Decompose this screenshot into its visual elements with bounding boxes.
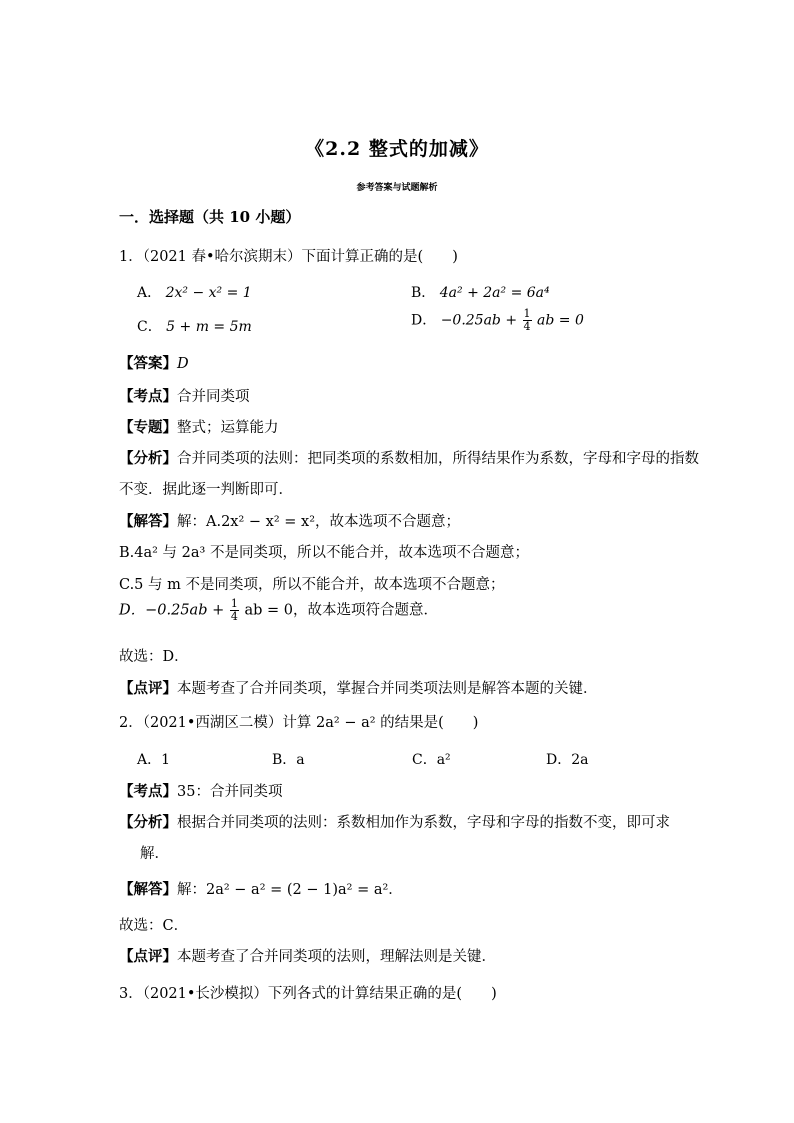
jieda-4-post: ab = 0，故本选项符合题意． xyxy=(244,602,438,619)
zhuanti-tag: 【专题】 xyxy=(119,419,177,436)
jieda-tag: 【解答】 xyxy=(119,513,177,530)
q2-option-d: D．2a xyxy=(546,752,589,768)
q1-fenxi xyxy=(119,447,699,468)
fraction-denominator: 4 xyxy=(523,320,531,333)
q2-option-c: C．a² xyxy=(412,752,451,768)
q1-option-b-expr: 4a² + 2a² = 6a⁴ xyxy=(439,285,550,301)
answer-tag: 【答案】 xyxy=(119,355,177,372)
fraction-denominator: 4 xyxy=(230,610,238,623)
dianping-text: 本题考查了合并同类项，掌握合并同类项法则是解答本题的关键． xyxy=(177,681,598,697)
q1-option-c xyxy=(137,316,252,336)
kaodian-tag: 【考点】 xyxy=(119,783,177,800)
jieda-text: 解：2a² − a² = (2 − 1)a² = a²． xyxy=(177,882,403,898)
q1-fenxi-cont: 不变．据此逐一判断即可． xyxy=(119,482,293,498)
q1-option-a-expr: 2x² − x² = 1 xyxy=(165,285,252,301)
q1-jieda-fraction xyxy=(230,598,239,623)
q1-option-b-label: B． xyxy=(411,285,436,301)
q1-option-d xyxy=(411,308,584,333)
q1-option-c-label: C． xyxy=(137,319,162,335)
q1-guxuan: 故选：D． xyxy=(119,649,189,665)
page-title: 《2.2 整式的加减》 xyxy=(305,138,489,160)
q1-kaodian xyxy=(119,385,250,406)
fenxi-tag: 【分析】 xyxy=(119,814,177,831)
fenxi-text-1: 根据合并同类项的法则：系数相加作为系数，字母和字母的指数不变，即可求 xyxy=(177,815,670,831)
section-heading: 一．选择题（共 10 小题） xyxy=(119,208,301,226)
dianping-tag: 【点评】 xyxy=(119,680,177,697)
q1-option-d-expr-pre: −0.25ab + xyxy=(440,312,518,329)
q2-guxuan: 故选：C． xyxy=(119,918,189,934)
q1-jieda xyxy=(119,510,460,531)
kaodian-text: 合并同类项 xyxy=(177,389,250,405)
q1-jieda-line-4 xyxy=(119,598,438,623)
page-subtitle: 参考答案与试题解析 xyxy=(356,183,438,193)
q1-option-d-label: D． xyxy=(411,312,437,329)
q1-jieda-line-3: C.5 与 m 不是同类项，所以不能合并，故本选项不合题意； xyxy=(119,577,505,593)
q1-stem: 1．（2021 春•哈尔滨期末）下面计算正确的是( ) xyxy=(119,249,458,265)
q2-fenxi-cont: 解． xyxy=(140,846,169,862)
zhuanti-text: 整式；运算能力 xyxy=(177,420,279,436)
fenxi-text-1: 合并同类项的法则：把同类项的系数相加，所得结果作为系数，字母和字母的指数 xyxy=(177,451,699,467)
jieda-4-pre: D．−0.25ab + xyxy=(119,602,225,619)
kaodian-text: 35：合并同类项 xyxy=(177,784,283,800)
fraction-numerator: 1 xyxy=(230,597,238,610)
jieda-text-1: 解：A.2x² − x² = x²，故本选项不合题意； xyxy=(177,514,461,530)
q2-fenxi xyxy=(119,811,670,832)
q1-answer xyxy=(119,352,189,373)
q3-stem: 3．（2021•长沙模拟）下列各式的计算结果正确的是( ) xyxy=(119,986,497,1002)
kaodian-tag: 【考点】 xyxy=(119,388,177,405)
q1-option-a-label: A． xyxy=(137,285,162,301)
dianping-tag: 【点评】 xyxy=(119,948,177,965)
q1-option-b xyxy=(411,282,550,302)
fraction-numerator: 1 xyxy=(523,307,531,320)
q2-kaodian xyxy=(119,780,282,801)
q1-zhuanti xyxy=(119,416,279,437)
fenxi-tag: 【分析】 xyxy=(119,450,177,467)
q1-jieda-line-2: B.4a² 与 2a³ 不是同类项，所以不能合并，故本选项不合题意； xyxy=(119,545,529,561)
q1-option-c-expr: 5 + m = 5m xyxy=(166,319,252,335)
q2-stem: 2．（2021•西湖区二模）计算 2a² − a² 的结果是( ) xyxy=(119,715,479,731)
q1-option-d-expr-post: ab = 0 xyxy=(537,312,584,329)
q2-option-a: A．1 xyxy=(137,752,171,768)
jieda-tag: 【解答】 xyxy=(119,881,177,898)
q2-option-b: B．a xyxy=(272,752,305,768)
q2-dianping xyxy=(119,945,496,966)
answer-value: D xyxy=(177,356,189,372)
q1-option-d-fraction xyxy=(523,308,532,333)
q2-jieda xyxy=(119,878,403,899)
q1-dianping xyxy=(119,677,598,698)
dianping-text: 本题考查了合并同类项的法则，理解法则是关键． xyxy=(177,949,496,965)
q1-option-a xyxy=(137,282,252,302)
